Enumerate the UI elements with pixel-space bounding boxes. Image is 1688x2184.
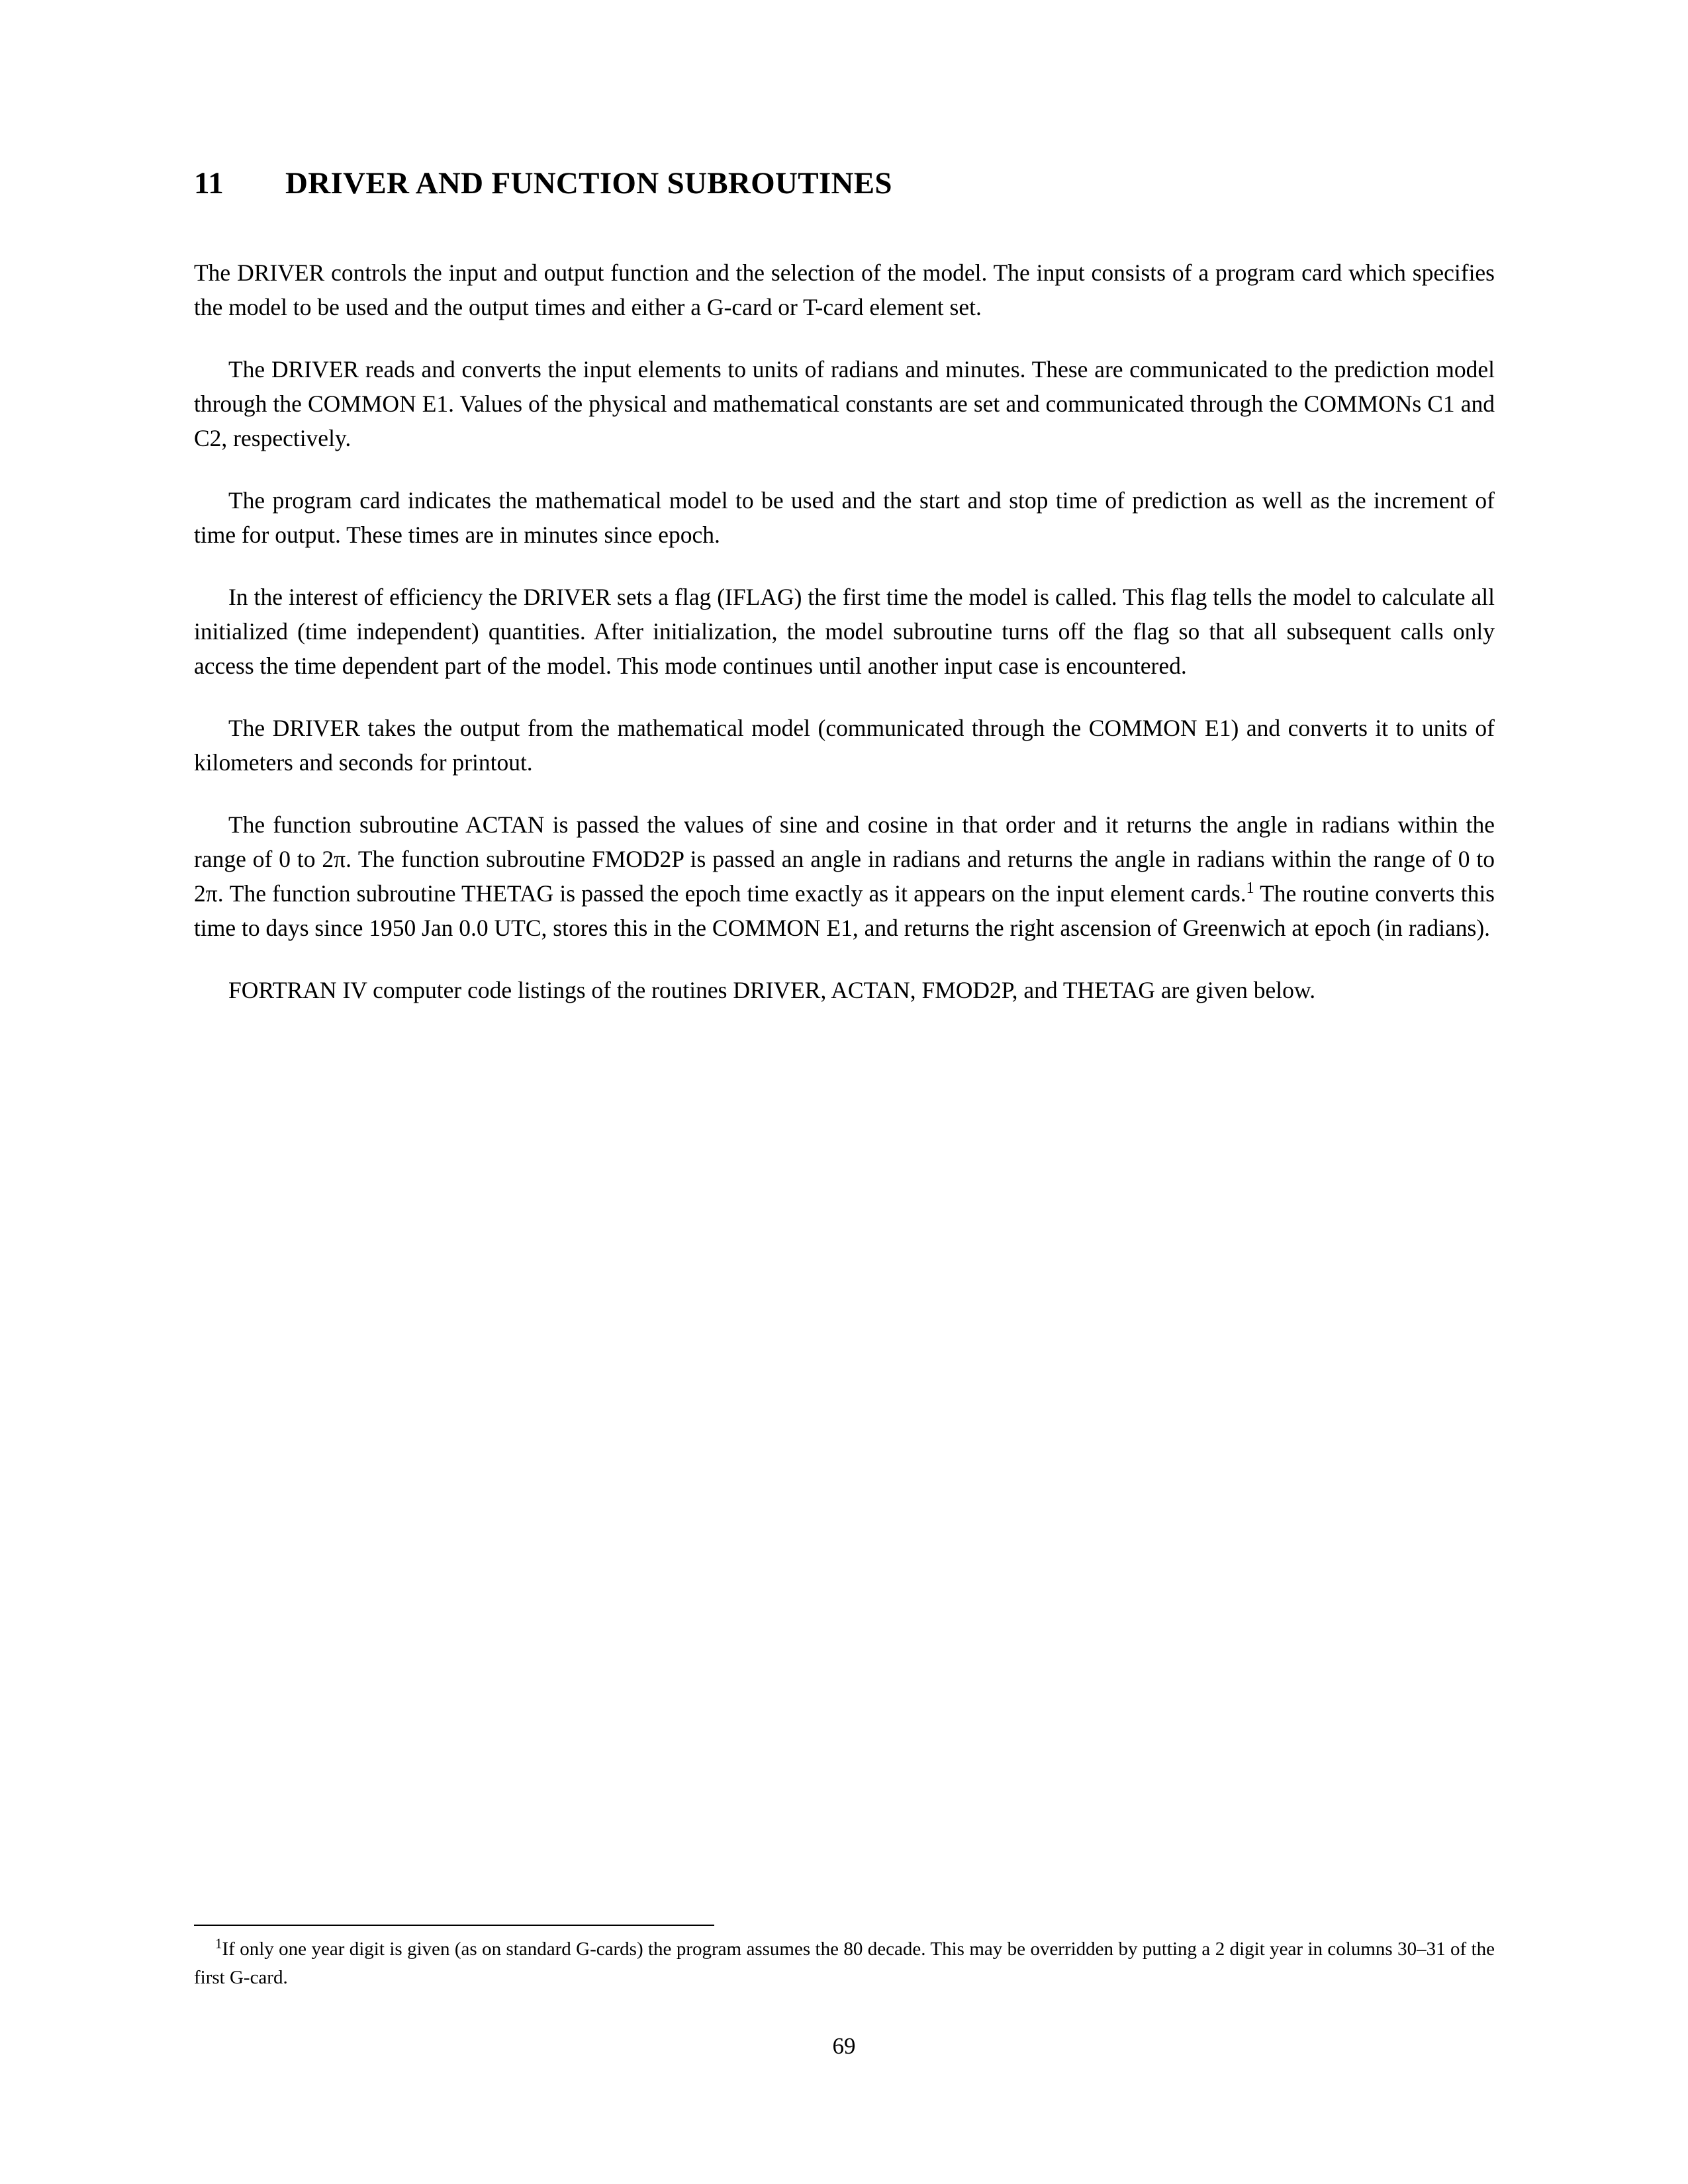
footnote-area: [194, 1925, 1495, 1992]
page-title: [194, 165, 1495, 201]
actan-part-3: . The function subroutine THETAG is passed the epoch time exactly as it appears on the input element cards.: [217, 880, 1246, 907]
actan-part-2: . The function subroutine FMOD2P is passed an angle in radians and returns the angle in radians within the range of 0 to 2: [194, 846, 1495, 907]
paragraph-7: FORTRAN IV computer code listings of the routines DRIVER, ACTAN, FMOD2P, and THETAG are given below.: [228, 977, 1316, 1003]
paragraph-4: In the interest of efficiency the DRIVER sets a flag (IFLAG) the first time the model is called. This flag tells the model to calculate all initialized (time independent) quantities. After initialization, the model subroutine turns off the flag so that all subsequent calls only access the time dependent part of the model. This mode continues until another input case is encountered.: [194, 584, 1495, 679]
paragraph-3: The program card indicates the mathematical model to be used and the start and stop time of prediction as well as the increment of time for output. These times are in minutes since epoch.: [194, 487, 1495, 548]
page-number: 69: [832, 2033, 856, 2059]
paragraph-1: The DRIVER controls the input and output function and the selection of the model. The input consists of a program card which specifies the model to be used and the output times and either a G-card or T-card element set.: [194, 259, 1495, 320]
page-content: [194, 165, 1495, 1007]
actan-part-1: The function subroutine ACTAN is passed the values of sine and cosine in that order and it returns the angle in radians within the range of 0 to 2: [194, 811, 1495, 872]
pi-symbol-1: π: [334, 846, 346, 872]
paragraph-actan: [194, 807, 1495, 945]
paragraph-5: The DRIVER takes the output from the mathematical model (communicated through the COMMON E1) and converts it to units of kilometers and seconds for printout.: [194, 715, 1495, 776]
actan-part-4: The routine converts this time to days since 1950 Jan 0.0 UTC, stores this in the COMMON E1, and returns the right ascension of Greenwich at epoch (in radians).: [194, 880, 1495, 941]
footnote-body: If only one year digit is given (as on standard G-cards) the program assumes the 80 decade. This may be overridden by putting a 2 digit year in columns 30–31 of the first G-card.: [194, 1938, 1495, 1988]
footnote-reference-marker: 1: [1246, 880, 1254, 897]
paragraph-2: The DRIVER reads and converts the input elements to units of radians and minutes. These are communicated to the prediction model through the COMMON E1. Values of the physical and mathematical constants are set and communicated through the COMMONs C1 and C2, respectively.: [194, 356, 1495, 451]
pi-symbol-2: π: [205, 880, 218, 907]
section-title-text: DRIVER AND FUNCTION SUBROUTINES: [285, 166, 892, 201]
footnote-text: [194, 1935, 1495, 1992]
section-number: 11: [194, 166, 224, 201]
footnote-marker: 1: [215, 1935, 222, 1952]
footnote-divider: [194, 1925, 714, 1926]
